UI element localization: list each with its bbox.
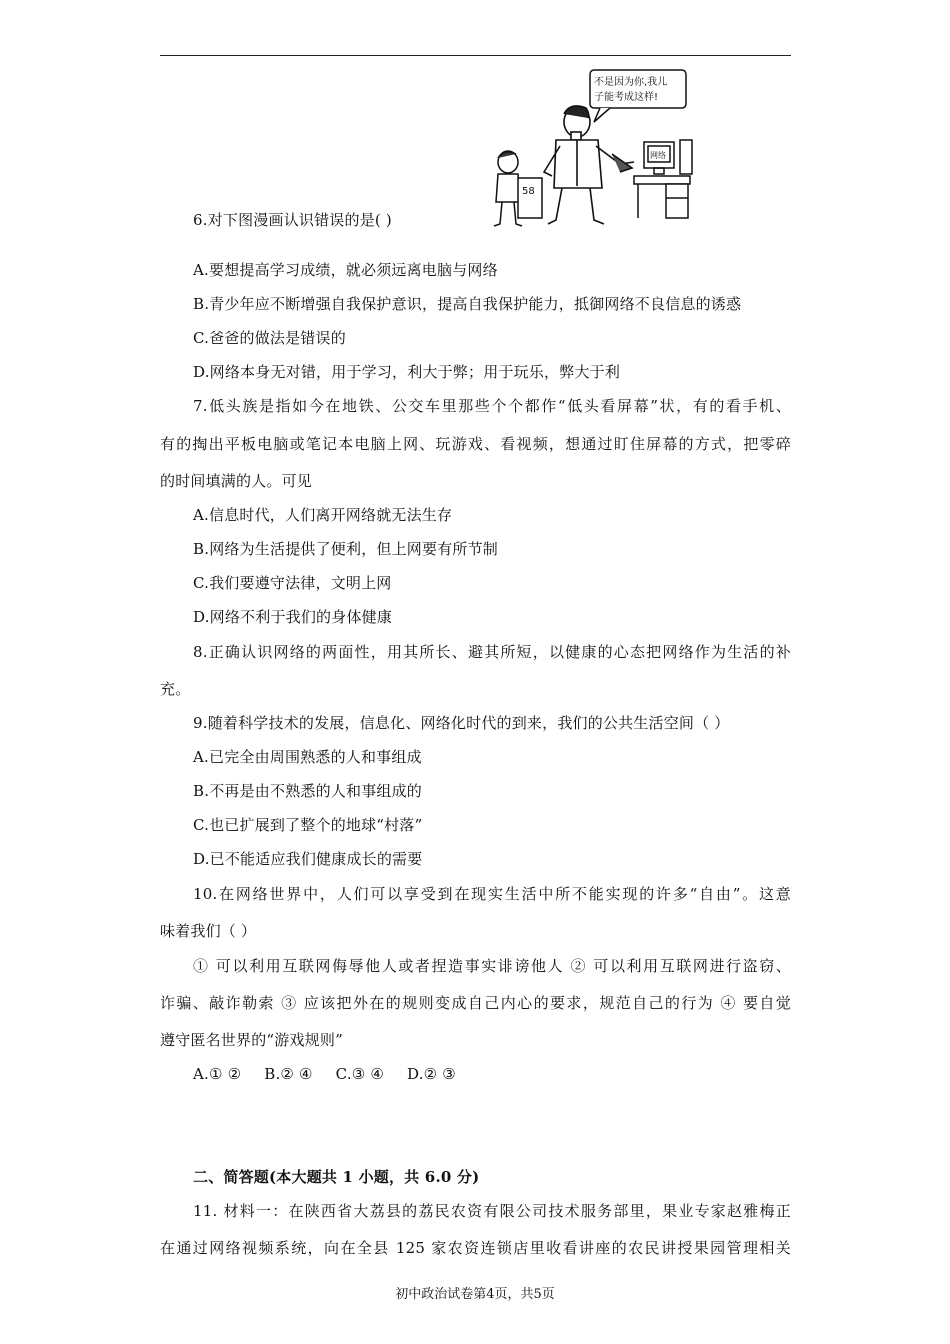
q10-option-a: A.① ②	[193, 1065, 242, 1083]
screen-label: 网络	[650, 151, 666, 160]
q10-options	[193, 1064, 474, 1084]
father-figure	[544, 106, 634, 224]
section-2-heading: 二、简答题(本大题共 1 小题，共 6.0 分)	[193, 1168, 480, 1186]
speech-line-2: 子能考成这样!	[594, 92, 659, 103]
child-figure	[494, 151, 542, 226]
q9-option-a: A.已完全由周围熟悉的人和事组成	[193, 748, 422, 766]
q11-line-2: 在通过网络视频系统，向在全县 125 家农资连锁店里收看讲座的农民讲授果园管理相关	[160, 1239, 791, 1257]
q10-option-d: D.② ③	[407, 1065, 456, 1083]
q7-stem-line-2: 有的掏出平板电脑或笔记本电脑上网、玩游戏、看视频，想通过盯住屏幕的方式，把零碎	[160, 435, 791, 453]
q6-stem: 6.对下图漫画认识错误的是( )	[193, 211, 392, 229]
computer-desk	[634, 140, 692, 218]
q10-statement-line-2: 诈骗、敲诈勒索 ③ 应该把外在的规则变成自己内心的要求，规范自己的行为 ④ 要自觉	[160, 994, 791, 1012]
q7-stem-line-3: 的时间填满的人。可见	[160, 472, 313, 490]
score-label: 58	[522, 186, 535, 197]
speech-bubble	[590, 70, 686, 122]
q10-option-b: B.② ④	[264, 1065, 313, 1083]
q9-option-b: B.不再是由不熟悉的人和事组成的	[193, 782, 422, 800]
q7-option-d: D.网络不利于我们的身体健康	[193, 608, 393, 626]
q7-option-a: A.信息时代，人们离开网络就无法生存	[193, 506, 453, 524]
q6-option-a: A.要想提高学习成绩，就必须远离电脑与网络	[193, 261, 498, 279]
q6-option-b: B.青少年应不断增强自我保护意识，提高自我保护能力，抵御网络不良信息的诱惑	[193, 295, 742, 313]
q7-option-b: B.网络为生活提供了便利，但上网要有所节制	[193, 540, 498, 558]
speech-line-1: 不是因为你,我儿	[594, 77, 668, 88]
q6-option-d: D.网络本身无对错，用于学习，利大于弊；用于玩乐，弊大于利	[193, 363, 621, 381]
q9-option-d: D.已不能适应我们健康成长的需要	[193, 850, 423, 868]
q11-line-1: 11. 材料一：在陕西省大荔县的荔民农资有限公司技术服务部里，果业专家赵雅梅正	[193, 1202, 791, 1220]
q9-stem: 9.随着科学技术的发展，信息化、网络化时代的到来，我们的公共生活空间（ ）	[193, 714, 730, 732]
q10-stem-line-2: 味着我们（ ）	[160, 922, 257, 940]
q6-option-c: C.爸爸的做法是错误的	[193, 329, 346, 347]
q8-line-1: 8.正确认识网络的两面性，用其所长、避其所短，以健康的心态把网络作为生活的补	[193, 643, 791, 661]
q8-line-2: 充。	[160, 680, 191, 698]
q10-stem-line-1: 10.在网络世界中，人们可以享受到在现实生活中所不能实现的许多“自由”。这意	[193, 885, 791, 903]
page-footer: 初中政治试卷第4页，共5页	[395, 1287, 555, 1302]
q10-statement-line-1: ① 可以利用互联网侮辱他人或者捏造事实诽谤他人 ② 可以利用互联网进行盗窃、	[193, 957, 791, 975]
q10-option-c: C.③ ④	[335, 1065, 385, 1083]
q9-option-c: C.也已扩展到了整个的地球“村落”	[193, 816, 423, 834]
q10-statement-line-3: 遵守匿名世界的“游戏规则”	[160, 1031, 343, 1049]
cartoon-illustration	[482, 68, 698, 230]
header-rule	[160, 55, 791, 56]
q7-stem-line-1: 7.低头族是指如今在地铁、公交车里那些个个都作“低头看屏幕”状，有的看手机、	[193, 397, 791, 415]
q7-option-c: C.我们要遵守法律，文明上网	[193, 574, 392, 592]
